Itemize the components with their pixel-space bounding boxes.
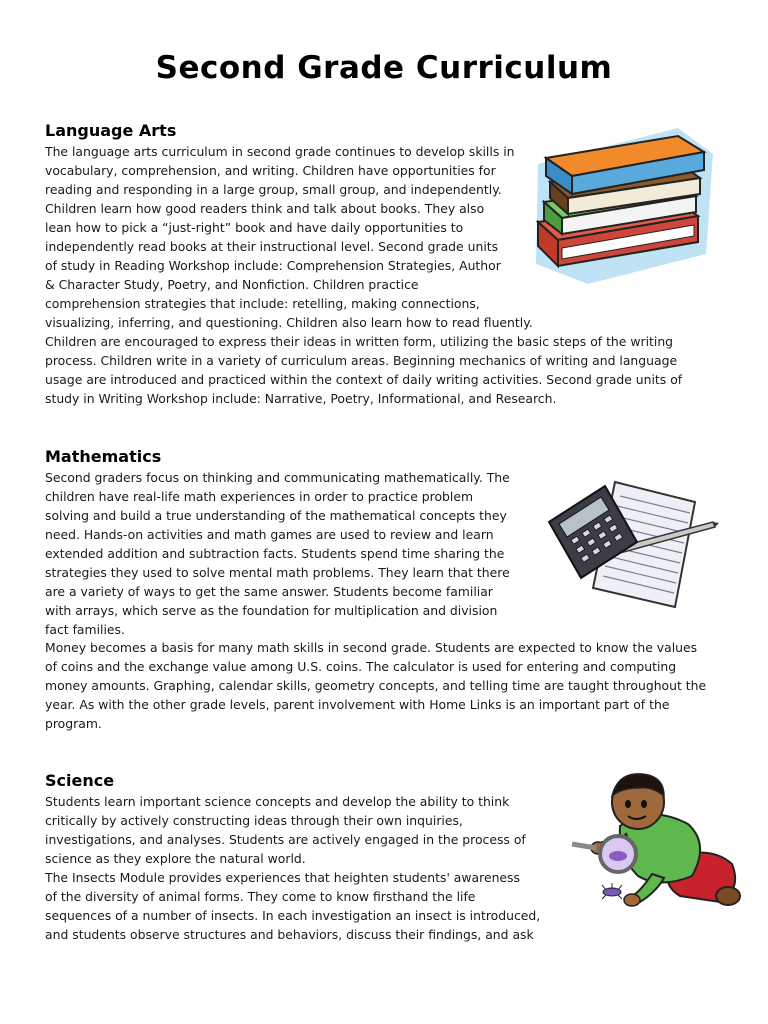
body-line: Second graders focus on thinking and communicating mathematically. The bbox=[45, 470, 510, 485]
body-line: are a variety of ways to get the same answer. Students become familiar bbox=[45, 584, 493, 599]
body-line: children have real-life math experiences in order to practice problem bbox=[45, 489, 474, 504]
calculator-paper-illustration bbox=[545, 472, 720, 612]
body-line: of coins and the exchange value among U.S. coins. The calculator is used for entering and computing bbox=[45, 659, 677, 674]
body-line: The language arts curriculum in second grade continues to develop skills in bbox=[45, 144, 515, 159]
body-line: study in Writing Workshop include: Narrative, Poetry, Informational, and Research. bbox=[45, 391, 557, 406]
body-line: investigations, and analyses. Students are actively engaged in the process of bbox=[45, 832, 526, 847]
body-line: independently read books at their instructional level. Second grade units bbox=[45, 239, 499, 254]
body-line: extended addition and subtraction facts. Students spend time sharing the bbox=[45, 546, 505, 561]
body-line: fact families. bbox=[45, 622, 125, 637]
body-line: reading and responding in a large group, small group, and independently. bbox=[45, 182, 502, 197]
body-line: vocabulary, comprehension, and writing. Children have opportunities for bbox=[45, 163, 496, 178]
body-line: year. As with the other grade levels, parent involvement with Home Links is an important part of the bbox=[45, 697, 670, 712]
body-line: sequences of a number of insects. In each investigation an insect is introduced, bbox=[45, 908, 541, 923]
body-line: Money becomes a basis for many math skills in second grade. Students are expected to know the values bbox=[45, 640, 698, 655]
body-line: usage are introduced and practiced within the context of daily writing activities. Second grade units of bbox=[45, 372, 683, 387]
body-line: need. Hands-on activities and math games are used to review and learn bbox=[45, 527, 494, 542]
body-line: solving and build a true understanding of the mathematical concepts they bbox=[45, 508, 507, 523]
body-line: critically by actively constructing ideas through their own inquiries, bbox=[45, 813, 463, 828]
body-line: with arrays, which serve as the foundation for multiplication and division bbox=[45, 603, 498, 618]
body-line: process. Children write in a variety of curriculum areas. Beginning mechanics of writing and language bbox=[45, 353, 678, 368]
body-line: of the diversity of animal forms. They come to know firsthand the life bbox=[45, 889, 476, 904]
section-heading-mathematics: Mathematics bbox=[45, 447, 162, 466]
body-line: Children learn how good readers think and talk about books. They also bbox=[45, 201, 485, 216]
body-line: The Insects Module provides experiences that heighten students' awareness bbox=[45, 870, 520, 885]
body-line: visualizing, inferring, and questioning. Children also learn how to read fluently. bbox=[45, 315, 533, 330]
section-heading-science: Science bbox=[45, 771, 115, 790]
body-line: Students learn important science concepts and develop the ability to think bbox=[45, 794, 510, 809]
body-line: and students observe structures and behaviors, discuss their findings, and ask bbox=[45, 927, 534, 942]
books-illustration bbox=[528, 124, 718, 290]
body-line: Children are encouraged to express their ideas in written form, utilizing the basic steps of the writing bbox=[45, 334, 674, 349]
section-heading-language-arts: Language Arts bbox=[45, 121, 177, 140]
body-line: lean how to pick a “just-right” book and have daily opportunities to bbox=[45, 220, 464, 235]
body-line: strategies they used to solve mental math problems. They learn that there bbox=[45, 565, 510, 580]
body-line: program. bbox=[45, 716, 102, 731]
body-line: comprehension strategies that include: retelling, making connections, bbox=[45, 296, 480, 311]
body-line: & Character Study, Poetry, and Nonfiction. Children practice bbox=[45, 277, 419, 292]
page-title: Second Grade Curriculum bbox=[155, 50, 613, 86]
body-line: of study in Reading Workshop include: Comprehension Strategies, Author bbox=[45, 258, 501, 273]
body-line: science as they explore the natural world. bbox=[45, 851, 306, 866]
child-magnifier-illustration bbox=[560, 764, 745, 914]
body-line: money amounts. Graphing, calendar skills, geometry concepts, and telling time are taught throughout the bbox=[45, 678, 707, 693]
